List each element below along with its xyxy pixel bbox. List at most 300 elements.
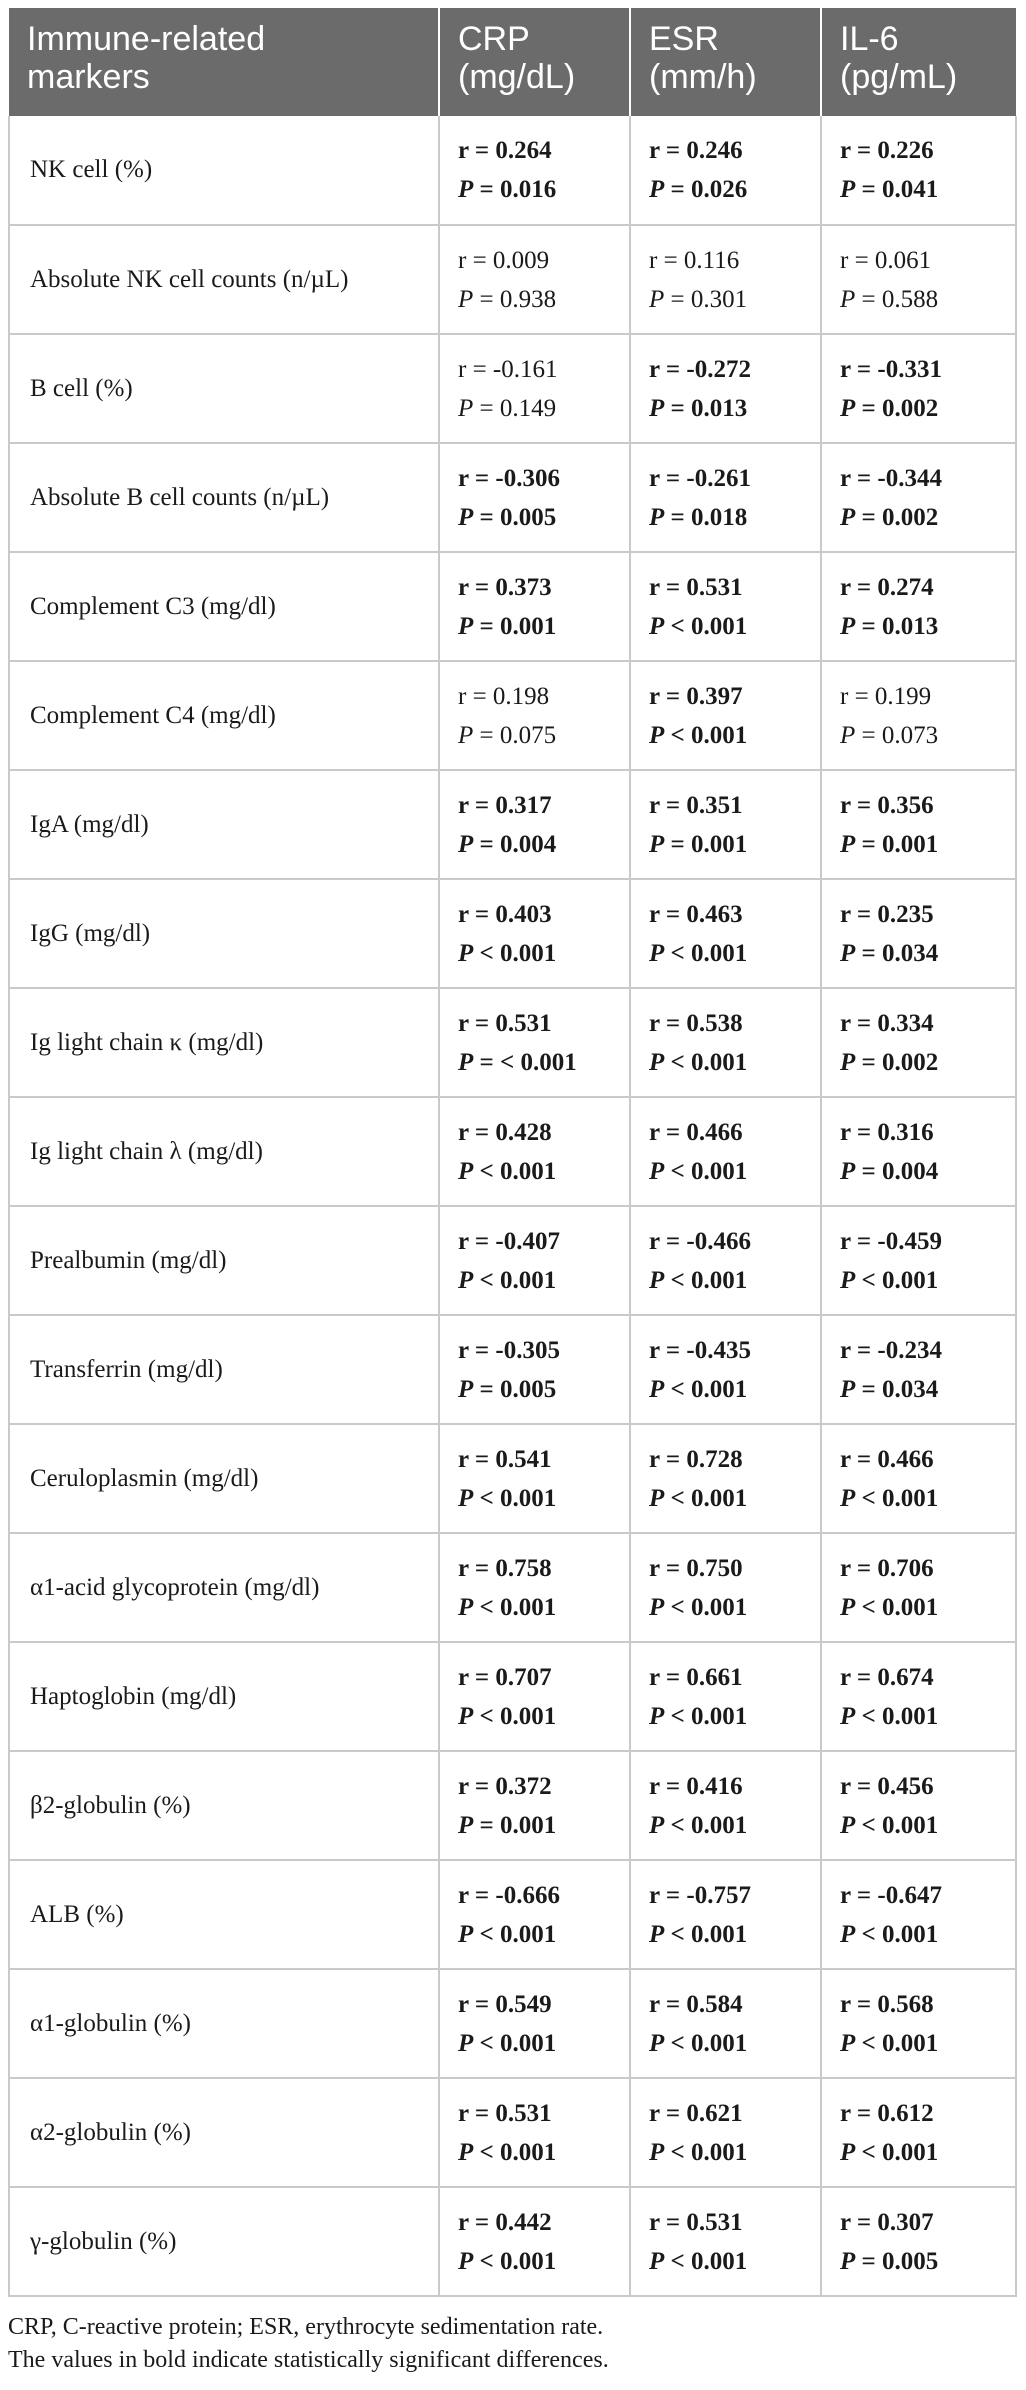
correlation-table-container (8, 8, 1015, 2377)
p-value (649, 1806, 819, 1845)
r-value: r = -0.757 (649, 1881, 751, 1909)
p-value-text: = 0.018 (664, 503, 748, 531)
p-value (458, 2133, 628, 2172)
p-symbol: P (649, 2138, 665, 2166)
p-value (840, 2133, 1014, 2172)
r-value: r = 0.531 (458, 2099, 552, 2127)
p-value (649, 389, 819, 428)
p-symbol: P (649, 1593, 665, 1621)
p-value-text: < 0.001 (473, 2247, 557, 2275)
p-symbol: P (649, 285, 665, 313)
header-crp (439, 8, 630, 116)
r-value: r = -0.306 (458, 464, 560, 492)
p-symbol: P (458, 176, 474, 203)
table-row (9, 443, 1016, 552)
p-value-text: < 0.001 (664, 1484, 748, 1512)
cell-crp (439, 988, 630, 1097)
cell-crp (439, 770, 630, 879)
p-value-text: < 0.001 (664, 612, 748, 640)
p-symbol: P (649, 1811, 665, 1839)
cell-il6 (821, 1315, 1016, 1424)
r-value: r = 0.758 (458, 1554, 552, 1582)
cell-esr (630, 879, 821, 988)
table-row (9, 552, 1016, 661)
p-value-text: < 0.001 (664, 2138, 748, 2166)
cell-esr (630, 552, 821, 661)
p-value (458, 1261, 628, 1300)
cell-esr (630, 2078, 821, 2187)
p-value (840, 498, 1014, 537)
p-symbol: P (840, 1702, 856, 1730)
p-value (840, 1152, 1014, 1191)
r-value: r = 0.728 (649, 1445, 743, 1473)
row-label: α1-globulin (%) (9, 1969, 439, 2078)
r-value: r = 0.198 (458, 682, 550, 710)
cell-crp (439, 334, 630, 443)
p-value (840, 1043, 1014, 1082)
p-value-text: = 0.001 (473, 1811, 557, 1839)
table-row (9, 225, 1016, 334)
header-line: IL-6 (840, 20, 899, 58)
p-value-text: = 0.034 (855, 1375, 939, 1403)
cell-esr (630, 1424, 821, 1533)
p-symbol: P (649, 1157, 665, 1185)
cell-il6 (821, 225, 1016, 334)
p-value (840, 716, 1014, 755)
r-value: r = 0.372 (458, 1772, 552, 1800)
p-value (649, 2133, 819, 2172)
header-immune-markers (9, 8, 439, 116)
cell-esr (630, 1315, 821, 1424)
p-symbol: P (840, 830, 856, 858)
cell-il6 (821, 1751, 1016, 1860)
r-value: r = 0.246 (649, 137, 743, 164)
row-label: Ig light chain κ (mg/dl) (9, 988, 439, 1097)
table-row (9, 879, 1016, 988)
r-value: r = -0.344 (840, 464, 942, 492)
header-row (9, 8, 1016, 116)
r-value: r = 0.226 (840, 137, 934, 164)
p-symbol: P (649, 394, 665, 422)
p-value-text: < 0.001 (664, 2029, 748, 2057)
r-value: r = 0.334 (840, 1009, 934, 1037)
cell-crp (439, 225, 630, 334)
r-value: r = 0.116 (649, 246, 740, 274)
p-value-text: < 0.001 (664, 1048, 748, 1076)
p-symbol: P (458, 1266, 474, 1294)
row-label: β2-globulin (%) (9, 1751, 439, 1860)
header-line: (mm/h) (649, 58, 757, 96)
cell-il6 (821, 1969, 1016, 2078)
p-value-text: < 0.001 (473, 939, 557, 967)
p-value-text: < 0.001 (664, 1811, 748, 1839)
p-symbol: P (458, 1920, 474, 1948)
p-value-text: = 0.016 (473, 176, 557, 203)
table-row (9, 1206, 1016, 1315)
p-value-text: = 0.034 (855, 939, 939, 967)
r-value: r = 0.264 (458, 137, 552, 164)
cell-crp (439, 2187, 630, 2296)
p-symbol: P (458, 612, 474, 640)
p-value (840, 2024, 1014, 2063)
p-value-text: = 0.001 (473, 612, 557, 640)
header-esr (630, 8, 821, 116)
p-symbol: P (458, 939, 474, 967)
r-value: r = -0.435 (649, 1336, 751, 1364)
p-symbol: P (840, 721, 856, 749)
r-value: r = 0.351 (649, 791, 743, 819)
p-value-text: = 0.013 (855, 612, 939, 640)
p-symbol: P (649, 2247, 665, 2275)
row-label: Absolute B cell counts (n/µL) (9, 443, 439, 552)
p-symbol: P (458, 1048, 474, 1076)
p-symbol: P (649, 721, 665, 749)
p-value (840, 1806, 1014, 1845)
cell-il6 (821, 770, 1016, 879)
p-value (649, 934, 819, 973)
p-value-text: < 0.001 (664, 939, 748, 967)
p-value (649, 1588, 819, 1627)
p-value (649, 607, 819, 646)
p-value (649, 1261, 819, 1300)
r-value: r = 0.538 (649, 1009, 743, 1037)
r-value: r = -0.161 (458, 355, 558, 383)
r-value: r = 0.750 (649, 1554, 743, 1582)
p-value-text: < 0.001 (473, 1157, 557, 1185)
table-row (9, 334, 1016, 443)
r-value: r = 0.531 (649, 573, 743, 601)
p-value (840, 280, 1014, 319)
table-header (9, 8, 1016, 116)
p-value-text: = 0.001 (664, 830, 748, 858)
cell-crp (439, 116, 630, 225)
p-symbol: P (649, 1484, 665, 1512)
p-symbol: P (840, 1157, 856, 1185)
p-value-text: = 0.002 (855, 503, 939, 531)
r-value: r = 0.621 (649, 2099, 743, 2127)
cell-crp (439, 1206, 630, 1315)
p-symbol: P (458, 285, 474, 313)
p-symbol: P (649, 1920, 665, 1948)
p-value-text: < 0.001 (855, 2029, 939, 2057)
row-label: IgA (mg/dl) (9, 770, 439, 879)
r-value: r = 0.707 (458, 1663, 552, 1691)
p-value (458, 825, 628, 864)
cell-esr (630, 1533, 821, 1642)
header-line: markers (27, 58, 150, 96)
cell-esr (630, 770, 821, 879)
cell-crp (439, 552, 630, 661)
p-value (458, 280, 628, 319)
p-value (840, 1479, 1014, 1518)
p-symbol: P (458, 1593, 474, 1621)
p-symbol: P (458, 2247, 474, 2275)
table-row (9, 1315, 1016, 1424)
p-value (458, 1152, 628, 1191)
p-value (649, 280, 819, 319)
row-label: γ-globulin (%) (9, 2187, 439, 2296)
cell-il6 (821, 334, 1016, 443)
p-value-text: = 0.026 (664, 176, 748, 203)
cell-esr (630, 1097, 821, 1206)
p-value (649, 1152, 819, 1191)
p-value (458, 1915, 628, 1954)
cell-esr (630, 988, 821, 1097)
r-value: r = 0.317 (458, 791, 552, 819)
p-value (458, 2242, 628, 2281)
p-value (458, 1043, 628, 1082)
cell-il6 (821, 2187, 1016, 2296)
p-value (649, 1043, 819, 1082)
p-value (840, 934, 1014, 973)
p-symbol: P (840, 2138, 856, 2166)
p-symbol: P (840, 1920, 856, 1948)
cell-crp (439, 1315, 630, 1424)
table-row (9, 116, 1016, 225)
p-symbol: P (840, 1593, 856, 1621)
p-value (458, 1370, 628, 1409)
r-value: r = 0.356 (840, 791, 934, 819)
row-label: Prealbumin (mg/dl) (9, 1206, 439, 1315)
cell-crp (439, 1424, 630, 1533)
table-row (9, 1751, 1016, 1860)
p-value-text: < 0.001 (664, 1593, 748, 1621)
p-value-text: = 0.075 (473, 721, 557, 749)
p-symbol: P (840, 394, 856, 422)
p-symbol: P (458, 2029, 474, 2057)
table-row (9, 1424, 1016, 1533)
p-value (649, 1370, 819, 1409)
p-value-text: = 0.005 (473, 503, 557, 531)
p-symbol: P (458, 503, 474, 531)
p-value (458, 1479, 628, 1518)
r-value: r = 0.531 (458, 1009, 552, 1037)
cell-esr (630, 225, 821, 334)
r-value: r = 0.373 (458, 573, 552, 601)
p-value (649, 825, 819, 864)
p-value (649, 1697, 819, 1736)
p-symbol: P (458, 2138, 474, 2166)
p-value (458, 498, 628, 537)
p-symbol: P (458, 394, 474, 422)
r-value: r = 0.199 (840, 682, 932, 710)
row-label: Complement C3 (mg/dl) (9, 552, 439, 661)
cell-crp (439, 1969, 630, 2078)
cell-esr (630, 1969, 821, 2078)
p-value (649, 1479, 819, 1518)
p-symbol: P (649, 176, 665, 203)
p-symbol: P (840, 612, 856, 640)
p-value-text: = 0.013 (664, 394, 748, 422)
p-value (649, 2242, 819, 2281)
r-value: r = 0.397 (649, 682, 743, 710)
p-value-text: = 0.002 (855, 1048, 939, 1076)
p-value-text: < 0.001 (855, 1593, 939, 1621)
r-value: r = 0.706 (840, 1554, 934, 1582)
p-value-text: = 0.005 (855, 2247, 939, 2275)
table-footnotes (8, 2311, 1015, 2377)
p-value-text: = 0.588 (855, 285, 939, 313)
r-value: r = 0.568 (840, 1990, 934, 2018)
cell-crp (439, 661, 630, 770)
r-value: r = 0.403 (458, 900, 552, 928)
r-value: r = 0.463 (649, 900, 743, 928)
p-symbol: P (649, 1266, 665, 1294)
p-value-text: = 0.301 (664, 285, 748, 313)
cell-crp (439, 1751, 630, 1860)
table-row (9, 2078, 1016, 2187)
p-value (649, 1915, 819, 1954)
p-value (840, 1261, 1014, 1300)
row-label: α2-globulin (%) (9, 2078, 439, 2187)
table-row (9, 661, 1016, 770)
cell-crp (439, 879, 630, 988)
cell-esr (630, 334, 821, 443)
cell-il6 (821, 1206, 1016, 1315)
cell-crp (439, 1097, 630, 1206)
header-line: (mg/dL) (458, 58, 576, 96)
r-value: r = -0.261 (649, 464, 751, 492)
p-value (840, 389, 1014, 428)
p-value-text: < 0.001 (473, 1484, 557, 1512)
cell-il6 (821, 552, 1016, 661)
p-value (458, 170, 628, 209)
p-value (458, 389, 628, 428)
r-value: r = -0.272 (649, 355, 751, 383)
cell-il6 (821, 988, 1016, 1097)
p-symbol: P (840, 1484, 856, 1512)
p-value-text: < 0.001 (473, 1266, 557, 1294)
p-value-text: < 0.001 (473, 2029, 557, 2057)
row-label: Haptoglobin (mg/dl) (9, 1642, 439, 1751)
p-value-text: < 0.001 (664, 1157, 748, 1185)
p-value-text: = 0.073 (855, 721, 939, 749)
p-value-text: < 0.001 (664, 1266, 748, 1294)
r-value: r = 0.009 (458, 246, 550, 274)
table-body (9, 116, 1016, 2296)
p-value (458, 716, 628, 755)
p-value-text: = 0.001 (855, 830, 939, 858)
cell-esr (630, 443, 821, 552)
r-value: r = -0.305 (458, 1336, 560, 1364)
p-symbol: P (649, 503, 665, 531)
r-value: r = 0.466 (649, 1118, 743, 1146)
table-row (9, 1642, 1016, 1751)
r-value: r = 0.316 (840, 1118, 934, 1146)
cell-esr (630, 1642, 821, 1751)
footnote-abbreviations: CRP, C-reactive protein; ESR, erythrocyte sedimentation rate. (8, 2314, 604, 2340)
p-value (840, 825, 1014, 864)
p-value (458, 1697, 628, 1736)
p-symbol: P (840, 1375, 856, 1403)
p-value-text: = 0.938 (473, 285, 557, 313)
p-value-text: < 0.001 (473, 2138, 557, 2166)
cell-il6 (821, 1097, 1016, 1206)
p-value-text: = 0.149 (473, 394, 557, 422)
p-value-text: < 0.001 (664, 721, 748, 749)
p-value-text: = 0.004 (855, 1157, 939, 1185)
table-row (9, 770, 1016, 879)
row-label: Complement C4 (mg/dl) (9, 661, 439, 770)
table-row (9, 1097, 1016, 1206)
p-symbol: P (840, 176, 856, 203)
r-value: r = 0.235 (840, 900, 934, 928)
p-value-text: < 0.001 (473, 1593, 557, 1621)
row-label: Transferrin (mg/dl) (9, 1315, 439, 1424)
cell-esr (630, 661, 821, 770)
p-value (458, 2024, 628, 2063)
table-row (9, 1969, 1016, 2078)
p-symbol: P (649, 1375, 665, 1403)
p-value (649, 170, 819, 209)
p-value-text: = < 0.001 (473, 1048, 577, 1076)
cell-crp (439, 2078, 630, 2187)
r-value: r = 0.549 (458, 1990, 552, 2018)
footnote-bold-explanation: The values in bold indicate statistically significant differences. (8, 2347, 609, 2373)
table-row (9, 988, 1016, 1097)
p-symbol: P (840, 1811, 856, 1839)
r-value: r = 0.061 (840, 246, 932, 274)
p-value (649, 2024, 819, 2063)
cell-il6 (821, 879, 1016, 988)
cell-il6 (821, 1860, 1016, 1969)
p-value-text: < 0.001 (855, 2138, 939, 2166)
cell-esr (630, 2187, 821, 2296)
r-value: r = 0.531 (649, 2208, 743, 2236)
r-value: r = 0.612 (840, 2099, 934, 2127)
header-line: CRP (458, 20, 530, 58)
r-value: r = 0.541 (458, 1445, 552, 1473)
p-value-text: < 0.001 (855, 1811, 939, 1839)
p-symbol: P (649, 1048, 665, 1076)
p-value-text: = 0.004 (473, 830, 557, 858)
r-value: r = 0.584 (649, 1990, 743, 2018)
cell-il6 (821, 443, 1016, 552)
p-symbol: P (458, 1157, 474, 1185)
header-line: (pg/mL) (840, 58, 958, 96)
cell-esr (630, 1860, 821, 1969)
p-value-text: < 0.001 (855, 1484, 939, 1512)
r-value: r = -0.407 (458, 1227, 560, 1255)
table-row (9, 2187, 1016, 2296)
r-value: r = 0.307 (840, 2208, 934, 2236)
p-symbol: P (649, 830, 665, 858)
r-value: r = -0.666 (458, 1881, 560, 1909)
p-value (840, 1915, 1014, 1954)
row-label: α1-acid glycoprotein (mg/dl) (9, 1533, 439, 1642)
row-label: ALB (%) (9, 1860, 439, 1969)
p-value-text: < 0.001 (855, 1266, 939, 1294)
table-row (9, 1533, 1016, 1642)
p-symbol: P (840, 939, 856, 967)
p-value (458, 1588, 628, 1627)
p-symbol: P (649, 939, 665, 967)
row-label: Absolute NK cell counts (n/µL) (9, 225, 439, 334)
p-value (649, 498, 819, 537)
p-symbol: P (649, 1702, 665, 1730)
p-value-text: = 0.041 (855, 176, 939, 203)
cell-crp (439, 1533, 630, 1642)
p-symbol: P (840, 2029, 856, 2057)
cell-crp (439, 443, 630, 552)
p-symbol: P (840, 503, 856, 531)
p-value-text: < 0.001 (473, 1920, 557, 1948)
r-value: r = 0.442 (458, 2208, 552, 2236)
row-label: Ig light chain λ (mg/dl) (9, 1097, 439, 1206)
r-value: r = 0.274 (840, 573, 934, 601)
p-value (458, 607, 628, 646)
r-value: r = 0.428 (458, 1118, 552, 1146)
